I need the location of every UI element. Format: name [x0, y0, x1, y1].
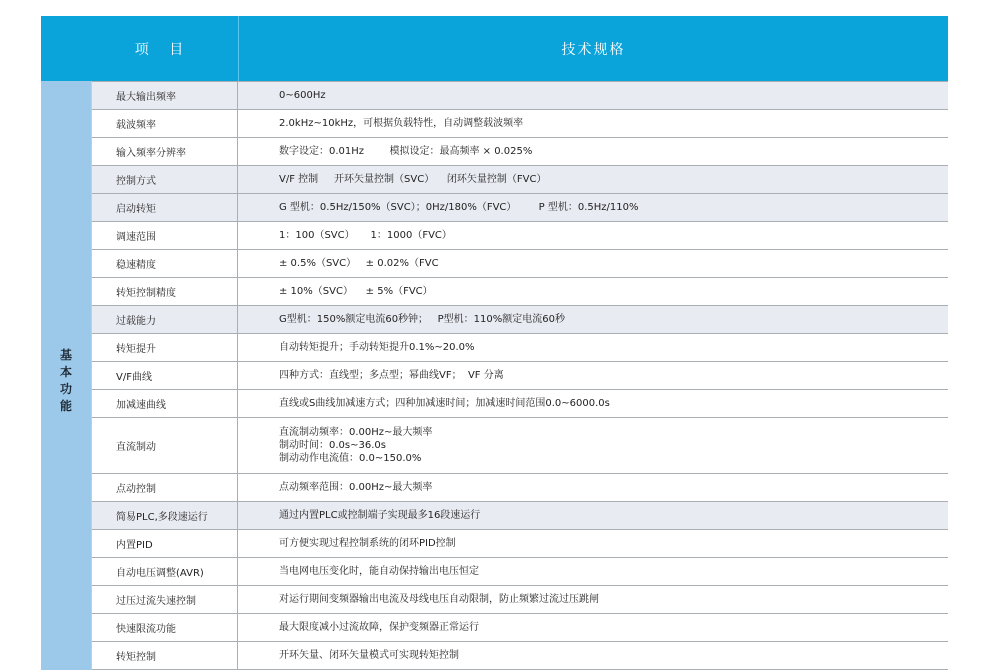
row-spec: [238, 390, 948, 417]
table-row: [92, 278, 948, 306]
row-name: 过压过流失速控制: [92, 586, 238, 613]
table-row: [92, 614, 948, 642]
spec-line: 制动动作电流值：0.0~150.0%: [279, 453, 422, 464]
row-name: 启动转矩: [92, 194, 238, 221]
spec-line: 自动转矩提升；手动转矩提升0.1%~20.0%: [279, 342, 475, 353]
section-cell: [41, 81, 92, 670]
spec-line: G 型机：0.5Hz/150%（SVC）；0Hz/180%（FVC） P 型机：0.5Hz/110%: [279, 202, 639, 213]
spec-line: 直流制动频率：0.00Hz~最大频率: [279, 427, 433, 438]
spec-line: 最大限度减小过流故障，保护变频器正常运行: [279, 622, 479, 633]
header-spec: 技术规格: [238, 16, 948, 81]
row-spec: [238, 418, 948, 473]
table-header: [41, 16, 948, 81]
table-row: [92, 194, 948, 222]
spec-line: G型机：150%额定电流60秒钟； P型机：110%额定电流60秒: [279, 314, 565, 325]
row-name: 转矩控制精度: [92, 278, 238, 305]
table-row: [92, 586, 948, 614]
row-name: 转矩控制: [92, 642, 238, 669]
header-item: 项 目: [134, 41, 192, 58]
table-row: [92, 138, 948, 166]
row-spec: [238, 82, 948, 109]
spec-line: 1：100（SVC） 1：1000（FVC）: [279, 230, 452, 241]
table-row: [92, 250, 948, 278]
row-name: 稳速精度: [92, 250, 238, 277]
spec-line: V/F 控制 开环矢量控制（SVC） 闭环矢量控制（FVC）: [279, 174, 547, 185]
row-name: 控制方式: [92, 166, 238, 193]
spec-line: 对运行期间变频器输出电流及母线电压自动限制，防止频繁过流过压跳闸: [279, 594, 599, 605]
row-spec: [238, 558, 948, 585]
row-spec: [238, 502, 948, 529]
row-spec: [238, 474, 948, 501]
table-row: [92, 418, 948, 474]
spec-table: [41, 16, 948, 670]
spec-line: 可方便实现过程控制系统的闭环PID控制: [279, 538, 456, 549]
spec-line: 制动时间：0.0s~36.0s: [279, 440, 386, 451]
row-name: 载波频率: [92, 110, 238, 137]
row-spec: [238, 110, 948, 137]
table-row: [92, 110, 948, 138]
table-row: [92, 81, 948, 110]
table-row: [92, 558, 948, 586]
table-body: [41, 81, 948, 670]
row-spec: [238, 586, 948, 613]
row-name: 简易PLC,多段速运行: [92, 502, 238, 529]
row-spec: [238, 166, 948, 193]
row-spec: [238, 614, 948, 641]
row-name: 输入频率分辨率: [92, 138, 238, 165]
spec-line: 直线或S曲线加减速方式；四种加减速时间；加减速时间范围0.0~6000.0s: [279, 398, 610, 409]
row-spec: [238, 222, 948, 249]
row-name: 过载能力: [92, 306, 238, 333]
spec-line: 开环矢量、闭环矢量模式可实现转矩控制: [279, 650, 459, 661]
table-row: [92, 502, 948, 530]
row-spec: [238, 306, 948, 333]
table-row: [92, 362, 948, 390]
row-name: 最大输出频率: [92, 82, 238, 109]
table-row: [92, 222, 948, 250]
row-name: 内置PID: [92, 530, 238, 557]
row-spec: [238, 278, 948, 305]
table-rows: [92, 81, 948, 670]
table-row: [92, 334, 948, 362]
spec-line: 四种方式：直线型；多点型；幂曲线VF； VF 分离: [279, 370, 504, 381]
row-spec: [238, 642, 948, 669]
row-name: 调速范围: [92, 222, 238, 249]
table-row: [92, 306, 948, 334]
row-spec: [238, 138, 948, 165]
table-row: [92, 530, 948, 558]
table-row: [92, 166, 948, 194]
row-spec: [238, 362, 948, 389]
row-spec: [238, 250, 948, 277]
row-name: 转矩提升: [92, 334, 238, 361]
row-spec: [238, 194, 948, 221]
row-name: V/F曲线: [92, 362, 238, 389]
row-name: 自动电压调整(AVR): [92, 558, 238, 585]
table-row: [92, 390, 948, 418]
table-row: [92, 642, 948, 670]
section-label: 基本功能: [59, 347, 72, 413]
row-name: 直流制动: [92, 418, 238, 473]
spec-line: 当电网电压变化时，能自动保持输出电压恒定: [279, 566, 479, 577]
spec-line: 数字设定：0.01Hz 模拟设定：最高频率 × 0.025%: [279, 146, 533, 157]
spec-line: 0~600Hz: [279, 90, 326, 101]
spec-line: 通过内置PLC或控制端子实现最多16段速运行: [279, 510, 481, 521]
row-name: 加减速曲线: [92, 390, 238, 417]
spec-line: ± 0.5%（SVC） ± 0.02%（FVC: [279, 258, 439, 269]
row-spec: [238, 530, 948, 557]
row-name: 快速限流功能: [92, 614, 238, 641]
row-name: 点动控制: [92, 474, 238, 501]
spec-line: 2.0kHz~10kHz，可根据负载特性，自动调整载波频率: [279, 118, 524, 129]
row-spec: [238, 334, 948, 361]
spec-line: ± 10%（SVC） ± 5%（FVC）: [279, 286, 433, 297]
spec-line: 点动频率范围：0.00Hz~最大频率: [279, 482, 433, 493]
table-row: [92, 474, 948, 502]
